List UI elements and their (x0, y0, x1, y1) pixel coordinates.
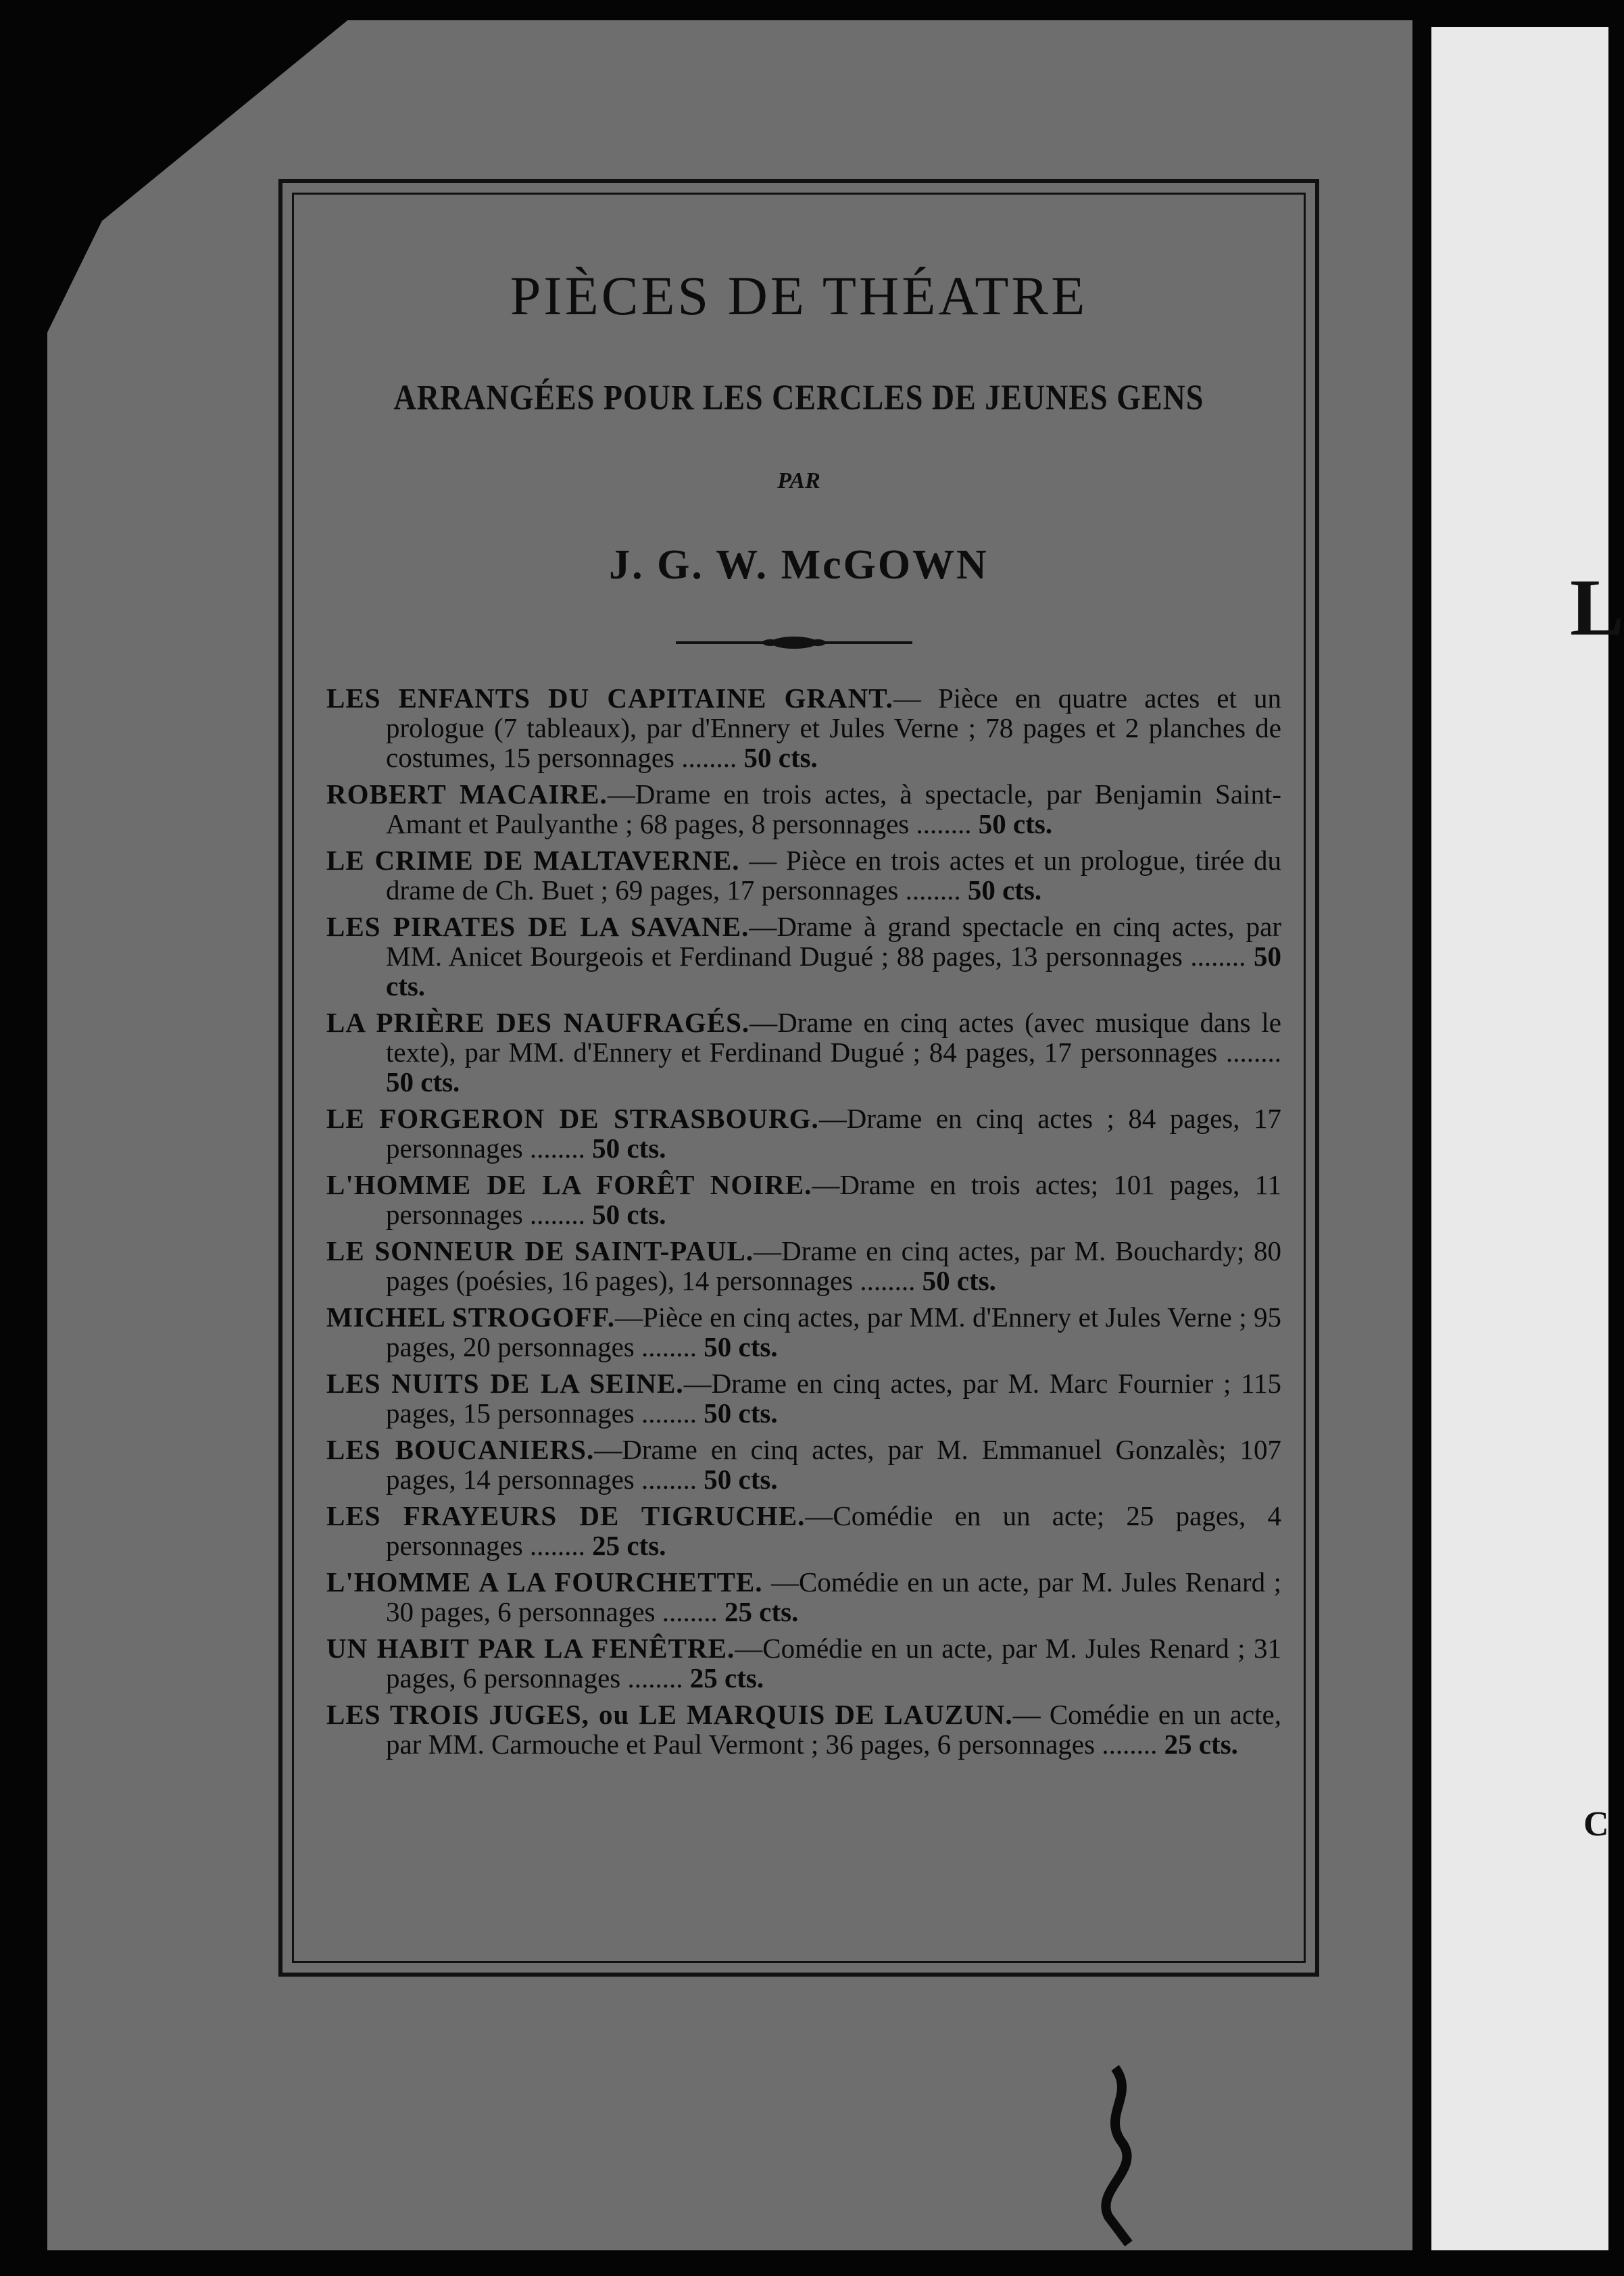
play-entry (326, 1567, 1281, 1627)
play-title: LES NUITS DE LA SEINE. (326, 1368, 684, 1399)
play-entry (326, 1170, 1281, 1229)
leader-dots: ........ (1217, 1037, 1282, 1068)
author-name: J. G. W. McGOWN (609, 542, 989, 588)
play-description: —Pièce en cinq actes, par MM. d'Ennery et Jules Verne ; 95 pages, 20 personnages (386, 1302, 1281, 1362)
play-title: LES PIRATES DE LA SAVANE. (326, 911, 749, 942)
leader-dots: ........ (674, 742, 744, 773)
leader-dots: ........ (1095, 1729, 1164, 1760)
play-entry (326, 1104, 1281, 1163)
play-title: LE FORGERON DE STRASBOURG. (326, 1103, 819, 1134)
leader-dots: ........ (522, 1199, 593, 1230)
page-subtitle: ARRANGÉES POUR LES CERCLES DE JEUNES GENS (393, 377, 1204, 417)
play-price: 50 cts. (592, 1199, 666, 1230)
play-entry (326, 779, 1281, 839)
play-title: MICHEL STROGOFF. (326, 1302, 615, 1333)
play-title: UN HABIT PAR LA FENÊTRE. (326, 1633, 735, 1664)
leader-dots: ........ (1182, 941, 1254, 972)
play-price: 50 cts. (743, 742, 818, 773)
play-title: L'HOMME A LA FOURCHETTE. (326, 1566, 763, 1598)
advertisement-frame (278, 179, 1319, 1977)
leader-dots: ........ (909, 808, 979, 839)
adjacent-letter-l: L (1570, 562, 1624, 652)
play-description: —Drame en trois actes; 101 pages, 11 personnages (386, 1169, 1281, 1230)
play-description: —Drame en cinq actes (avec musique dans le texte), par MM. d'Ennery et Ferdinand Dugué ; 84 pages, 17 personnages (386, 1007, 1281, 1068)
play-description: —Comédie en un acte, par M. Jules Renard ; 30 pages, 6 personnages (386, 1566, 1281, 1627)
play-price: 50 cts. (967, 874, 1042, 906)
adjacent-page (1431, 27, 1624, 2250)
play-title: LE CRIME DE MALTAVERNE. (326, 845, 740, 876)
leader-dots: ........ (634, 1464, 704, 1495)
play-price: 25 cts. (724, 1596, 799, 1627)
play-list (326, 683, 1281, 1766)
play-price: 50 cts. (386, 941, 1281, 1001)
play-entry (326, 1700, 1281, 1759)
play-price: 50 cts. (922, 1265, 996, 1296)
play-price: 50 cts. (704, 1331, 778, 1362)
play-title: LE SONNEUR DE SAINT-PAUL. (326, 1235, 754, 1266)
play-price: 50 cts. (386, 1066, 460, 1097)
adjacent-letter-c: C (1583, 1805, 1609, 1844)
play-entry (326, 845, 1281, 905)
play-price: 50 cts. (978, 808, 1053, 839)
leader-dots: ........ (634, 1331, 704, 1362)
play-entry (326, 912, 1281, 1001)
play-title: LES FRAYEURS DE TIGRUCHE. (326, 1500, 806, 1531)
play-description: —Comédie en un acte; 25 pages, 4 personnages (386, 1500, 1281, 1561)
leader-dots: ........ (655, 1596, 725, 1627)
play-price: 25 cts. (1164, 1729, 1238, 1760)
leader-dots: ........ (620, 1662, 690, 1693)
leader-dots: ........ (634, 1397, 704, 1429)
play-title: LES TROIS JUGES, ou LE MARQUIS DE LAUZUN. (326, 1699, 1013, 1730)
play-price: 25 cts. (689, 1662, 764, 1693)
play-entry (326, 1368, 1281, 1428)
play-description: —Drame en cinq actes, par M. Marc Fournier ; 115 pages, 15 personnages (386, 1368, 1282, 1429)
play-description: —Drame en cinq actes ; 84 pages, 17 personnages (386, 1103, 1281, 1164)
play-entry (326, 1633, 1281, 1693)
play-entry (326, 1501, 1281, 1560)
play-price: 25 cts. (592, 1530, 666, 1561)
leader-dots: ........ (898, 874, 968, 906)
by-label: PAR (777, 468, 820, 493)
scratch-mark (1088, 2068, 1149, 2244)
play-entry (326, 1008, 1281, 1097)
play-entry (326, 1435, 1281, 1494)
leader-dots: ........ (853, 1265, 922, 1296)
play-description: —Drame en trois actes, à spectacle, par Benjamin Saint-Amant et Paulyanthe ; 68 pages, 8 personnages (386, 778, 1281, 839)
play-title: LES BOUCANIERS. (326, 1434, 595, 1465)
play-description: —Drame en cinq actes, par M. Bouchardy; 80 pages (poésies, 16 pages), 14 personnages (386, 1235, 1281, 1296)
play-price: 50 cts. (592, 1133, 666, 1164)
play-description: —Drame à grand spectacle en cinq actes, par MM. Anicet Bourgeois et Ferdinand Dugué ; 88 pages, 13 personnages (386, 911, 1281, 972)
play-title: L'HOMME DE LA FORÊT NOIRE. (326, 1169, 812, 1200)
play-title: LES ENFANTS DU CAPITAINE GRANT. (326, 683, 893, 714)
play-entry (326, 1236, 1281, 1295)
play-entry (326, 683, 1281, 772)
play-description: —Drame en cinq actes, par M. Emmanuel Gonzalès; 107 pages, 14 personnages (386, 1434, 1281, 1495)
play-entry (326, 1302, 1281, 1362)
play-description: —Comédie en un acte, par M. Jules Renard ; 31 pages, 6 personnages (386, 1633, 1281, 1693)
play-price: 50 cts. (704, 1464, 778, 1495)
play-description: — Pièce en quatre actes et un prologue (7 tableaux), par d'Ennery et Jules Verne ; 78 pages et 2 planches de costumes, 15 personnages (386, 683, 1281, 773)
page-title: PIÈCES DE THÉATRE (510, 265, 1088, 326)
leader-dots: ........ (522, 1530, 593, 1561)
ornament-divider-icon (676, 633, 912, 653)
play-price: 50 cts. (704, 1397, 778, 1429)
play-title: LA PRIÈRE DES NAUFRAGÉS. (326, 1007, 750, 1038)
play-description: — Comédie en un acte, par MM. Carmouche et Paul Vermont ; 36 pages, 6 personnages (386, 1699, 1281, 1760)
play-title: ROBERT MACAIRE. (326, 778, 608, 810)
leader-dots: ........ (522, 1133, 593, 1164)
play-description: — Pièce en trois actes et un prologue, tirée du drame de Ch. Buet ; 69 pages, 17 personnages (386, 845, 1282, 906)
